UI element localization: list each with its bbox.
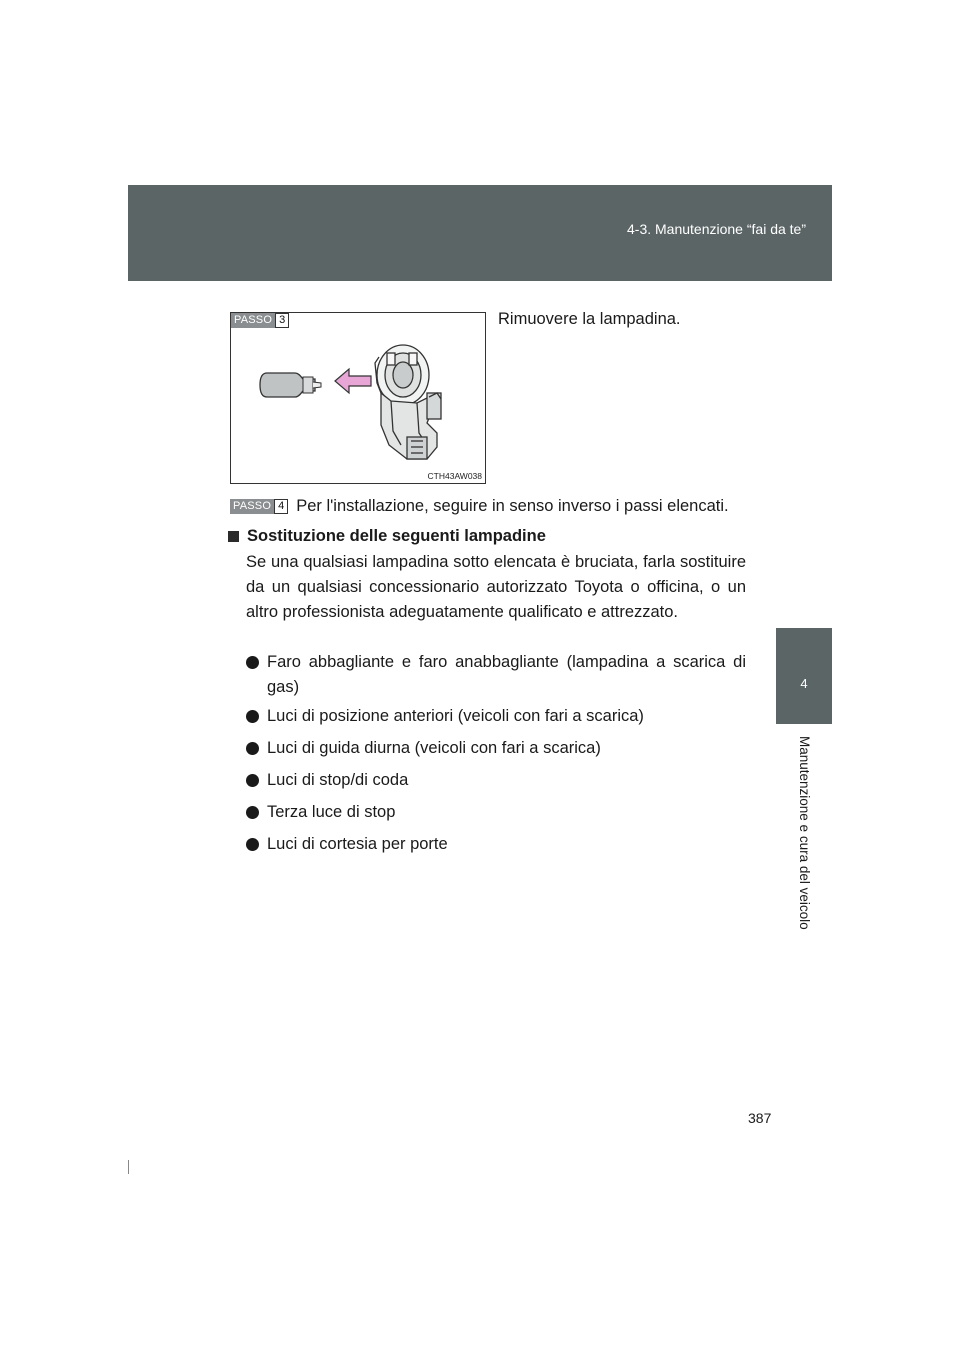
bulb-contact <box>313 382 321 388</box>
round-bullet-icon <box>246 656 259 669</box>
header-band <box>128 185 832 281</box>
section-paragraph: Se una qualsiasi lampadina sotto elencata è bruciata, farla sostituire da un qualsiasi concessionario autorizzato Toyota o officina, o un altro professionista adeguatamente qualificato e attrezzato. <box>246 553 746 621</box>
round-bullet-icon <box>246 806 259 819</box>
round-bullet-icon <box>246 774 259 787</box>
page-number: 387 <box>748 1110 772 1126</box>
step-badge <box>231 313 289 328</box>
bulb-illustration-drawing <box>231 313 487 485</box>
step4-row <box>230 497 729 516</box>
bulb-socket <box>375 345 441 459</box>
section-heading-text: Sostituzione delle seguenti lampadine <box>247 527 546 545</box>
list-item: Faro abbagliante e faro anabbagliante (lampadina a scarica di gas) <box>246 650 746 700</box>
bulb-removal-illustration <box>230 312 486 484</box>
step-label: PASSO <box>231 313 275 328</box>
round-bullet-icon <box>246 710 259 723</box>
list-item: Luci di cortesia per porte <box>246 832 746 857</box>
step-number: 4 <box>274 499 288 514</box>
chapter-number: 4 <box>800 676 808 691</box>
arrow-left-icon <box>335 369 371 393</box>
round-bullet-icon <box>246 838 259 851</box>
step-label: PASSO <box>230 499 274 514</box>
step-number: 3 <box>275 313 289 328</box>
list-item: Luci di guida diurna (veicoli con fari a scarica) <box>246 736 746 761</box>
list-item: Luci di stop/di coda <box>246 768 746 793</box>
bulb-base <box>303 377 313 393</box>
section-title: 4-3. Manutenzione “fai da te” <box>627 221 806 237</box>
step3-instruction: Rimuovere la lampadina. <box>498 310 681 328</box>
section-heading <box>228 527 546 546</box>
list-item: Luci di posizione anteriori (veicoli con fari a scarica) <box>246 704 746 729</box>
chapter-title: Manutenzione e cura del veicolo <box>797 736 812 930</box>
list-item: Terza luce di stop <box>246 800 746 825</box>
crop-mark <box>128 1160 129 1174</box>
square-bullet-icon <box>228 531 239 542</box>
illustration-code: CTH43AW038 <box>427 471 482 481</box>
step4-instruction: Per l'installazione, seguire in senso inverso i passi elencati. <box>296 497 729 515</box>
step-badge <box>230 499 288 514</box>
round-bullet-icon <box>246 742 259 755</box>
chapter-tab <box>776 628 832 724</box>
